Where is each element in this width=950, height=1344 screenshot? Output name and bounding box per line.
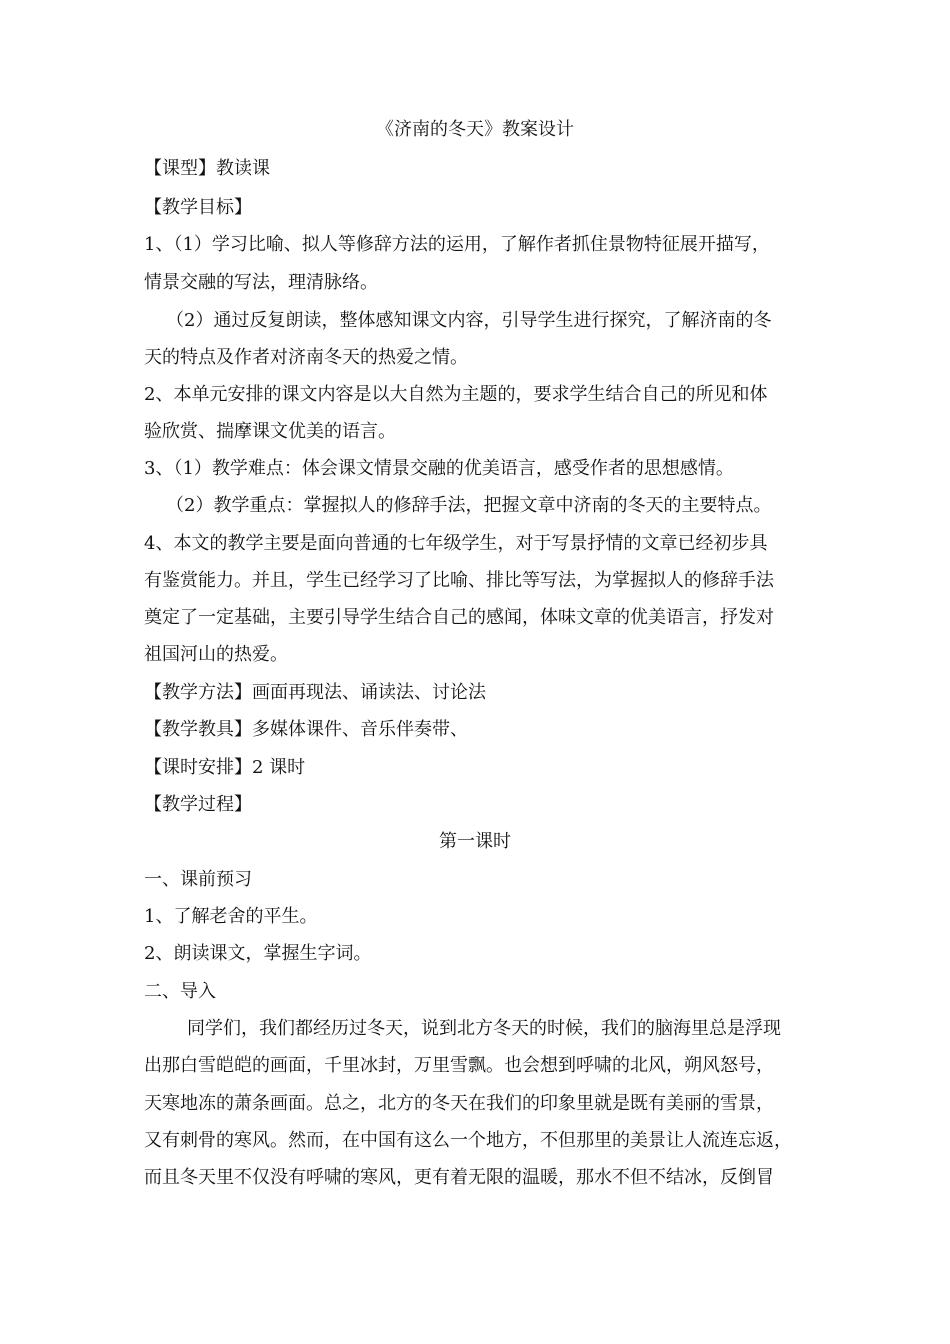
goal-1-line-1: 1、（1）学习比喻、拟人等修辞方法的运用，了解作者抓住景物特征展开描写， — [144, 234, 770, 255]
goal-1-line-2: 情景交融的写法，理清脉络。 — [144, 272, 378, 293]
goal-1b-line-1: （2）通过反复朗读，整体感知课文内容，引导学生进行探究，了解济南的冬 — [166, 310, 772, 331]
teaching-tools: 【教学教具】多媒体课件、音乐伴奏带、 — [144, 719, 468, 740]
goal-3a: 3、（1）教学难点：体会课文情景交融的优美语言，感受作者的思想感情。 — [144, 458, 734, 479]
goal-4-line-4: 祖国河山的热爱。 — [144, 644, 288, 665]
intro-line-2: 出那白雪皑皑的画面，千里冰封，万里雪飘。也会想到呼啸的北风，朔风怒号， — [144, 1055, 774, 1076]
preview-item-2: 2、朗读课文，掌握生字词。 — [144, 943, 372, 964]
intro-line-1: 同学们，我们都经历过冬天，说到北方冬天的时候，我们的脑海里总是浮现 — [187, 1018, 781, 1039]
section-intro: 二、导入 — [144, 981, 216, 1002]
goal-2-line-1: 2、本单元安排的课文内容是以大自然为主题的，要求学生结合自己的所见和体 — [144, 384, 768, 405]
goal-4-line-1: 4、本文的教学主要是面向普通的七年级学生，对于写景抒情的文章已经初步具 — [144, 533, 768, 554]
document-title: 《济南的冬天》教案设计 — [376, 119, 574, 140]
process-heading: 【教学过程】 — [144, 794, 252, 815]
lesson-heading: 第一课时 — [439, 831, 511, 852]
section-preview: 一、课前预习 — [144, 869, 252, 890]
lesson-schedule: 【课时安排】2 课时 — [144, 757, 306, 778]
teaching-method: 【教学方法】画面再现法、诵读法、讨论法 — [144, 682, 486, 703]
goals-heading: 【教学目标】 — [144, 197, 252, 218]
preview-item-1: 1、了解老舍的平生。 — [144, 906, 318, 927]
intro-line-5: 而且冬天里不仅没有呼啸的寒风，更有着无限的温暖，那水不但不结冰，反倒冒 — [144, 1167, 774, 1188]
intro-line-4: 又有刺骨的寒风。然而，在中国有这么一个地方，不但那里的美景让人流连忘返， — [144, 1130, 792, 1151]
goal-1b-line-2: 天的特点及作者对济南冬天的热爱之情。 — [144, 347, 468, 368]
intro-line-3: 天寒地冻的萧条画面。总之，北方的冬天在我们的印象里就是既有美丽的雪景， — [144, 1093, 774, 1114]
goal-2-line-2: 验欣赏、揣摩课文优美的语言。 — [144, 421, 396, 442]
goal-4-line-3: 奠定了一定基础，主要引导学生结合自己的感闻，体味文章的优美语言，抒发对 — [144, 607, 774, 628]
goal-4-line-2: 有鉴赏能力。并且，学生已经学习了比喻、排比等写法，为掌握拟人的修辞手法 — [144, 570, 774, 591]
goal-3b: （2）教学重点：掌握拟人的修辞手法，把握文章中济南的冬天的主要特点。 — [166, 495, 772, 516]
course-type: 【课型】教读课 — [144, 158, 270, 179]
